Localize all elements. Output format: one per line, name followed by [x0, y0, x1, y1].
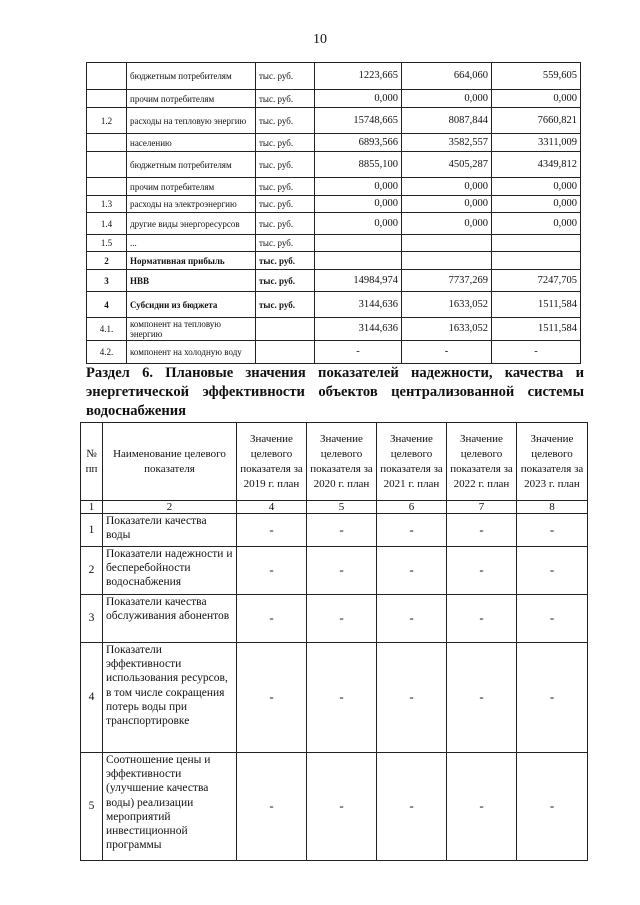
indicator-value: - — [517, 547, 588, 595]
row-number — [87, 63, 127, 90]
header-2020: Значение целевого показателя за 2020 г. план — [307, 423, 377, 501]
column-number: 7 — [447, 501, 517, 514]
indicator-value: - — [517, 595, 588, 643]
row-number: 1.3 — [87, 196, 127, 213]
indicator-value: - — [377, 753, 447, 861]
indicator-value: - — [517, 643, 588, 753]
indicator-value: - — [237, 514, 307, 547]
table-row — [87, 270, 581, 292]
row-number: 4 — [87, 292, 127, 318]
header-2021: Значение целевого показателя за 2021 г. план — [377, 423, 447, 501]
indicator-value: - — [517, 514, 588, 547]
row-unit — [256, 341, 315, 364]
value-2019: 1223,665 — [315, 63, 402, 90]
table-row — [87, 341, 581, 364]
value-2021 — [492, 252, 581, 270]
table-row — [87, 196, 581, 213]
value-2021: 3311,009 — [492, 134, 581, 152]
table-row — [87, 178, 581, 196]
indicator-name: Показатели качества обслуживания абонентов — [103, 595, 237, 643]
table-row — [81, 595, 588, 643]
value-2020: 4505,287 — [402, 152, 492, 178]
column-number: 2 — [103, 501, 237, 514]
row-name: Субсидии из бюджета — [127, 292, 256, 318]
column-number: 8 — [517, 501, 588, 514]
indicator-name: Соотношение цены и эффективности (улучшение качества воды) реализации мероприятий инвестиционной программы — [103, 753, 237, 861]
table-row — [87, 213, 581, 235]
value-2019: 14984,974 — [315, 270, 402, 292]
value-2021: 7660,821 — [492, 108, 581, 134]
value-2020: 3582,557 — [402, 134, 492, 152]
row-name: бюджетным потребителям — [127, 152, 256, 178]
value-2021 — [492, 235, 581, 252]
table-row — [87, 152, 581, 178]
row-unit: тыс. руб. — [256, 213, 315, 235]
value-2019 — [315, 252, 402, 270]
table-row — [81, 514, 588, 547]
row-name: прочим потребителям — [127, 90, 256, 108]
row-name: НВВ — [127, 270, 256, 292]
section-heading: Раздел 6. Плановые значения показателей надежности, качества и энергетической эффективности объектов централизованной системы водоснабжения — [86, 365, 584, 419]
value-2019: 15748,665 — [315, 108, 402, 134]
row-unit: тыс. руб. — [256, 134, 315, 152]
row-number: 4.2. — [87, 341, 127, 364]
value-2020: 7737,269 — [402, 270, 492, 292]
row-number: 2 — [87, 252, 127, 270]
table-row — [81, 547, 588, 595]
row-unit: тыс. руб. — [256, 196, 315, 213]
value-2019: 3144,636 — [315, 292, 402, 318]
indicator-value: - — [377, 595, 447, 643]
row-unit: тыс. руб. — [256, 90, 315, 108]
row-number: 2 — [81, 547, 103, 595]
value-2020: 664,060 — [402, 63, 492, 90]
indicator-value: - — [377, 643, 447, 753]
row-number: 4.1. — [87, 318, 127, 341]
indicator-value: - — [377, 514, 447, 547]
header-name: Наименование целевого показателя — [103, 423, 237, 501]
row-number: 4 — [81, 643, 103, 753]
value-2021: 7247,705 — [492, 270, 581, 292]
table-row — [81, 643, 588, 753]
value-2021: - — [492, 341, 581, 364]
value-2021: 0,000 — [492, 178, 581, 196]
indicator-value: - — [237, 753, 307, 861]
indicator-value: - — [447, 547, 517, 595]
row-name: Нормативная прибыль — [127, 252, 256, 270]
indicator-value: - — [447, 643, 517, 753]
table-row — [87, 63, 581, 90]
column-number: 5 — [307, 501, 377, 514]
indicator-value: - — [517, 753, 588, 861]
value-2019: 6893,566 — [315, 134, 402, 152]
row-number — [87, 152, 127, 178]
page-number: 10 — [313, 32, 327, 47]
row-unit — [256, 318, 315, 341]
value-2019: - — [315, 341, 402, 364]
table-row — [87, 134, 581, 152]
row-name: бюджетным потребителям — [127, 63, 256, 90]
row-number: 5 — [81, 753, 103, 861]
table-row — [87, 108, 581, 134]
indicator-value: - — [307, 753, 377, 861]
indicator-name: Показатели качества воды — [103, 514, 237, 547]
row-unit: тыс. руб. — [256, 252, 315, 270]
indicator-value: - — [307, 595, 377, 643]
indicator-value: - — [307, 643, 377, 753]
value-2021: 1511,584 — [492, 292, 581, 318]
value-2020: 8087,844 — [402, 108, 492, 134]
indicator-value: - — [447, 595, 517, 643]
value-2021: 0,000 — [492, 90, 581, 108]
row-number: 1.2 — [87, 108, 127, 134]
row-number — [87, 178, 127, 196]
row-unit: тыс. руб. — [256, 270, 315, 292]
indicator-name: Показатели надежности и бесперебойности водоснабжения — [103, 547, 237, 595]
indicator-value: - — [307, 547, 377, 595]
value-2021: 4349,812 — [492, 152, 581, 178]
header-2019: Значение целевого показателя за 2019 г. план — [237, 423, 307, 501]
column-numbers-row — [81, 501, 588, 514]
row-name: расходы на тепловую энергию — [127, 108, 256, 134]
value-2020: 0,000 — [402, 196, 492, 213]
value-2020: 0,000 — [402, 213, 492, 235]
value-2020 — [402, 235, 492, 252]
table-row — [87, 252, 581, 270]
value-2020: 1633,052 — [402, 292, 492, 318]
value-2019: 3144,636 — [315, 318, 402, 341]
table-row — [87, 90, 581, 108]
table-row — [87, 292, 581, 318]
column-number: 6 — [377, 501, 447, 514]
row-name: другие виды энергоресурсов — [127, 213, 256, 235]
value-2019: 8855,100 — [315, 152, 402, 178]
value-2020: - — [402, 341, 492, 364]
value-2020 — [402, 252, 492, 270]
indicator-value: - — [447, 753, 517, 861]
value-2019: 0,000 — [315, 90, 402, 108]
value-2019 — [315, 235, 402, 252]
row-unit: тыс. руб. — [256, 235, 315, 252]
value-2021: 1511,584 — [492, 318, 581, 341]
value-2021: 0,000 — [492, 196, 581, 213]
value-2019: 0,000 — [315, 213, 402, 235]
row-name: расходы на электроэнергию — [127, 196, 256, 213]
header-2022: Значение целевого показателя за 2022 г. план — [447, 423, 517, 501]
column-number: 1 — [81, 501, 103, 514]
indicator-value: - — [377, 547, 447, 595]
table-row — [87, 318, 581, 341]
indicators-table — [80, 422, 588, 861]
row-number — [87, 90, 127, 108]
table-row — [81, 753, 588, 861]
header-num: № пп — [81, 423, 103, 501]
row-number: 1.5 — [87, 235, 127, 252]
indicator-value: - — [237, 595, 307, 643]
row-unit: тыс. руб. — [256, 152, 315, 178]
row-name: ... — [127, 235, 256, 252]
value-2020: 0,000 — [402, 178, 492, 196]
row-unit: тыс. руб. — [256, 63, 315, 90]
value-2020: 0,000 — [402, 90, 492, 108]
indicator-value: - — [307, 514, 377, 547]
row-number: 3 — [81, 595, 103, 643]
row-name: компонент на тепловую энергию — [127, 318, 256, 341]
budget-table — [86, 62, 581, 364]
row-unit: тыс. руб. — [256, 292, 315, 318]
row-name: населению — [127, 134, 256, 152]
column-number: 4 — [237, 501, 307, 514]
indicator-value: - — [237, 547, 307, 595]
row-name: прочим потребителям — [127, 178, 256, 196]
row-number: 1.4 — [87, 213, 127, 235]
indicator-name: Показатели эффективности использования ресурсов, в том числе сокращения потерь воды при транспортировке — [103, 643, 237, 753]
table-row — [87, 235, 581, 252]
row-unit: тыс. руб. — [256, 108, 315, 134]
row-name: компонент на холодную воду — [127, 341, 256, 364]
indicator-value: - — [447, 514, 517, 547]
row-number: 1 — [81, 514, 103, 547]
row-unit: тыс. руб. — [256, 178, 315, 196]
row-number — [87, 134, 127, 152]
value-2021: 559,605 — [492, 63, 581, 90]
row-number: 3 — [87, 270, 127, 292]
header-2023: Значение целевого показателя за 2023 г. план — [517, 423, 588, 501]
table-header-row — [81, 423, 588, 501]
value-2019: 0,000 — [315, 196, 402, 213]
value-2021: 0,000 — [492, 213, 581, 235]
value-2020: 1633,052 — [402, 318, 492, 341]
indicator-value: - — [237, 643, 307, 753]
value-2019: 0,000 — [315, 178, 402, 196]
